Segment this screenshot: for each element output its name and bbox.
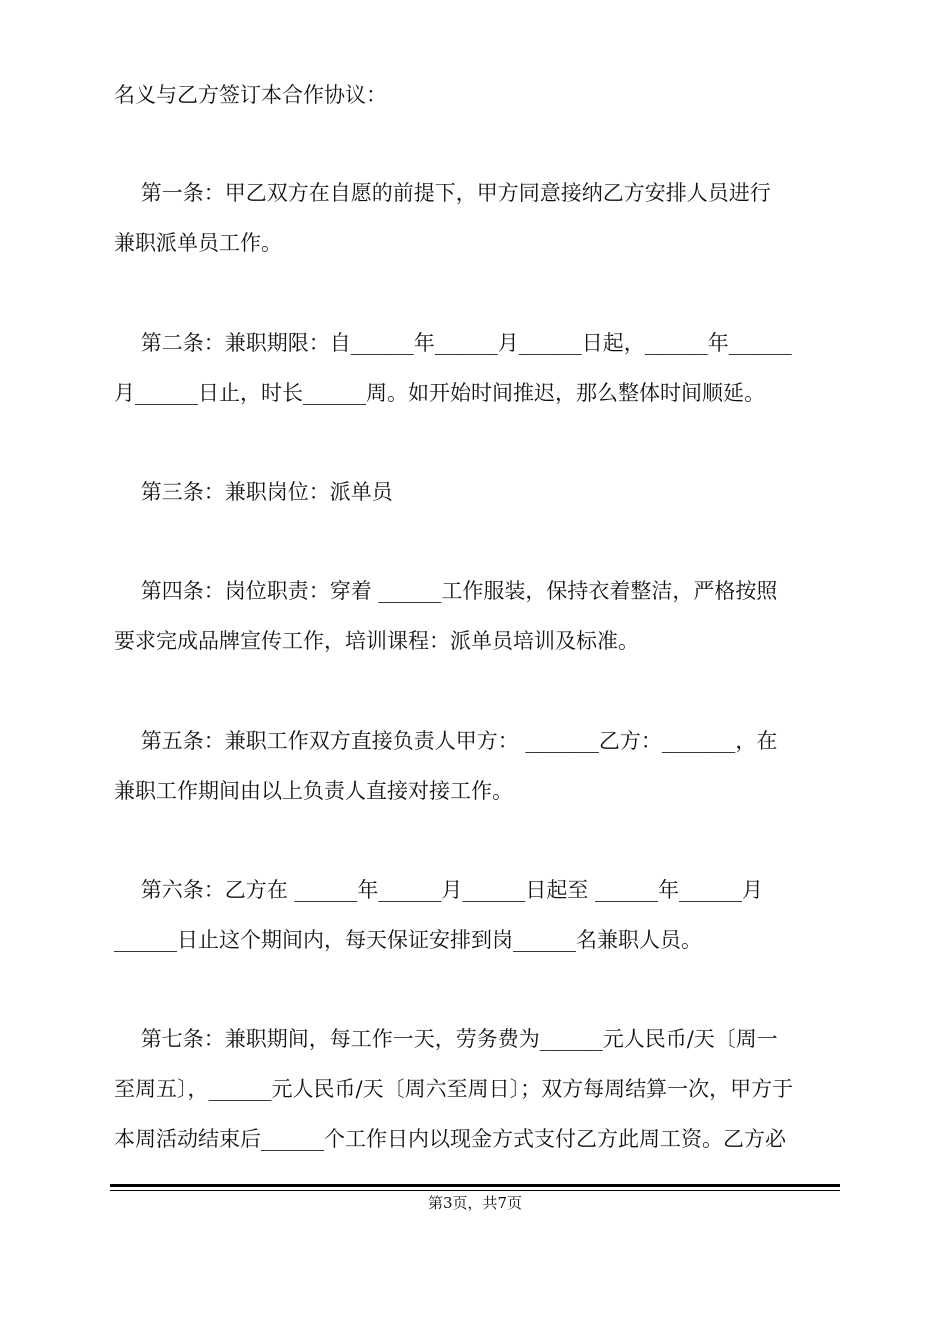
text-line: 第三条：兼职岗位：派单员 (114, 480, 393, 504)
text-line: 第四条：岗位职责：穿着 ______工作服装，保持衣着整洁，严格按照 (114, 579, 778, 603)
page-number: 第3页，共7页 (427, 1194, 523, 1212)
text-line: 兼职工作期间由以上负责人直接对接工作。 (114, 779, 513, 803)
text-line: 要求完成品牌宣传工作，培训课程：派单员培训及标准。 (114, 629, 639, 653)
text-line: ______日止这个期间内，每天保证安排到岗______名兼职人员。 (114, 928, 702, 952)
text-line: 第七条：兼职期间，每工作一天，劳务费为______元人民币/天〔周一 (114, 1027, 778, 1051)
text-line: 第六条：乙方在 ______年______月______日起至 ______年______月 (114, 878, 764, 902)
text-line: 本周活动结束后______个工作日内以现金方式支付乙方此周工资。乙方必 (114, 1127, 786, 1151)
footer-divider-thick (110, 1184, 840, 1187)
text-line: 月______日止，时长______周。如开始时间推迟，那么整体时间顺延。 (114, 381, 765, 405)
text-line: 兼职派单员工作。 (114, 231, 282, 255)
text-line: 至周五〕，______元人民币/天〔周六至周日〕；双方每周结算一次，甲方于 (114, 1077, 794, 1101)
text-line: 名义与乙方签订本合作协议： (114, 83, 387, 107)
text-line: 第一条：甲乙双方在自愿的前提下，甲方同意接纳乙方安排人员进行 (114, 181, 771, 205)
footer-divider-thin (110, 1190, 840, 1191)
text-line: 第五条：兼职工作双方直接负责人甲方： _______乙方：_______，在 (114, 729, 778, 753)
text-line: 第二条：兼职期限：自______年______月______日起，______年______ (114, 331, 792, 355)
